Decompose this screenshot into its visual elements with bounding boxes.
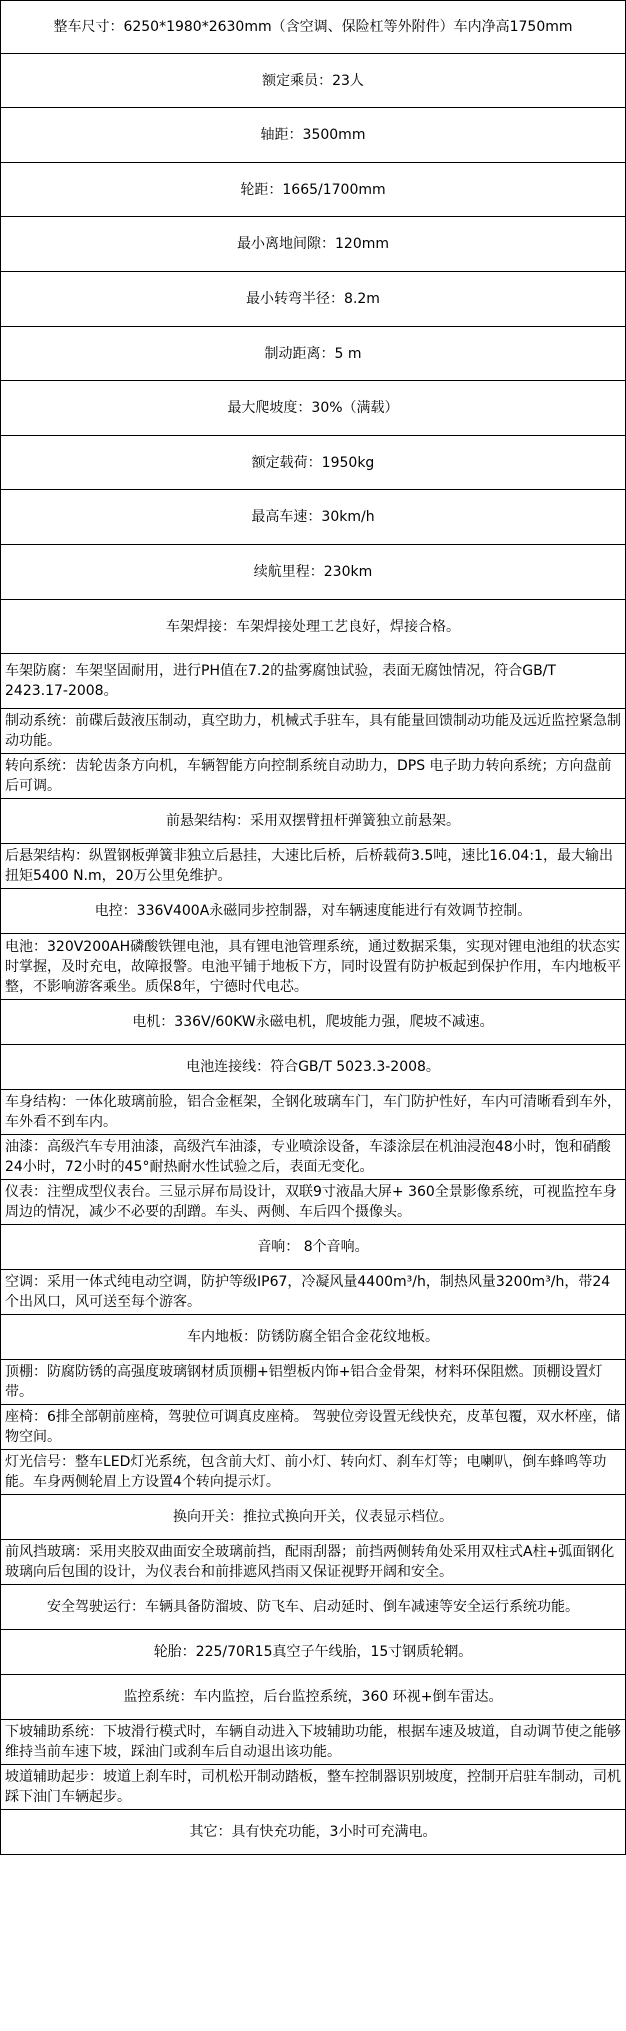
spec-text: 换向开关：推拉式换向开关，仪表显示档位。 (173, 1509, 453, 1525)
spec-row-body-structure (1, 1089, 625, 1134)
spec-text: 监控系统：车内监控，后台监控系统，360 环视+倒车雷达。 (123, 1689, 503, 1705)
spec-text: 电机：336V/60KW永磁电机，爬坡能力强，爬坡不减速。 (132, 1014, 494, 1030)
spec-row-front-suspension (1, 798, 625, 843)
spec-text: 制动距离：5 m (264, 345, 362, 362)
spec-row-battery (1, 933, 625, 999)
spec-row-downhill-assist (1, 1719, 625, 1764)
spec-text: 后悬架结构：纵置钢板弹簧非独立后悬挂，大速比后桥，后桥载荷3.5吨，速比16.04:1，最大输出扭矩5400 N.m，20万公里免维护。 (5, 848, 613, 884)
spec-row-electric-control (1, 888, 625, 933)
spec-row-windshield (1, 1539, 625, 1584)
spec-row-seats (1, 1404, 625, 1449)
spec-text: 制动系统：前碟后鼓液压制动，真空助力，机械式手驻车，具有能量回馈制动功能及远近监控紧急制动功能。 (5, 713, 621, 749)
spec-text: 电池连接线：符合GB/T 5023.3-2008。 (186, 1059, 440, 1075)
spec-text: 最小离地间隙：120mm (237, 236, 389, 252)
spec-row-monitoring (1, 1674, 625, 1719)
spec-row-turning-radius (1, 271, 625, 326)
spec-text: 灯光信号：整车LED灯光系统，包含前大灯、前小灯、转向灯、刹车灯等；电喇叭，倒车蜂鸣等功能。车身两侧轮眉上方设置4个转向提示灯。 (5, 1454, 607, 1490)
spec-text: 最高车速：30km/h (251, 509, 375, 525)
spec-row-safety-driving (1, 1584, 625, 1629)
spec-row-passengers (1, 53, 625, 107)
spec-row-instrument (1, 1179, 625, 1224)
spec-row-braking-system (1, 708, 625, 753)
spec-text: 转向系统：齿轮齿条方向机，车辆智能方向控制系统自动助力，DPS 电子助力转向系统；方向盘前后可调。 (5, 758, 612, 794)
spec-row-dimensions (1, 1, 625, 53)
spec-text: 轮距：1665/1700mm (240, 181, 386, 198)
spec-text: 座椅：6排全部朝前座椅，驾驶位可调真皮座椅。 驾驶位旁设置无线快充，皮革包覆，双水杯座，储物空间。 (5, 1409, 621, 1445)
spec-text: 车架焊接：车架焊接处理工艺良好，焊接合格。 (166, 618, 460, 635)
spec-row-tires (1, 1629, 625, 1674)
spec-text: 其它：具有快充功能，3小时可充满电。 (189, 1824, 437, 1840)
spec-text: 顶棚：防腐防锈的高强度玻璃钢材质顶棚+铝塑板内饰+铝合金骨架，材料环保阻燃。顶棚设置灯带。 (5, 1364, 603, 1400)
spec-text: 轴距：3500mm (260, 127, 366, 143)
spec-text: 车身结构：一体化玻璃前脸，铝合金框架，全钢化玻璃车门，车门防护性好，车内可清晰看到车外，车外看不到车内。 (5, 1094, 621, 1130)
spec-row-air-conditioning (1, 1269, 625, 1314)
spec-text: 最小转弯半径：8.2m (246, 291, 380, 307)
spec-text: 电控：336V400A永磁同步控制器，对车辆速度能进行有效调节控制。 (94, 903, 532, 919)
spec-row-frame-welding (1, 599, 625, 653)
spec-row-lighting (1, 1449, 625, 1494)
spec-text: 最大爬坡度：30%（满载） (227, 400, 399, 416)
spec-row-audio (1, 1224, 625, 1269)
spec-row-max-speed (1, 489, 625, 544)
spec-row-direction-switch (1, 1494, 625, 1539)
spec-row-frame-anticorrosion (1, 653, 625, 708)
spec-row-track (1, 162, 625, 216)
spec-row-wheelbase (1, 107, 625, 162)
spec-text: 下坡辅助系统：下坡滑行模式时，车辆自动进入下坡辅助功能，根据车速及坡道，自动调节使之能够维持当前车速下坡，踩油门或刹车后自动退出该功能。 (5, 1724, 621, 1760)
spec-row-ceiling (1, 1359, 625, 1404)
spec-row-hill-start-assist (1, 1764, 625, 1809)
spec-row-battery-cable (1, 1044, 625, 1089)
spec-row-gradeability (1, 380, 625, 435)
spec-text: 车内地板：防锈防腐全铝合金花纹地板。 (187, 1329, 439, 1345)
spec-text: 空调：采用一体式纯电动空调，防护等级IP67，冷凝风量4400m³/h，制热风量3200m³/h，带24个出风口，风可送至每个游客。 (5, 1274, 611, 1310)
spec-row-range (1, 544, 625, 599)
spec-row-other (1, 1809, 625, 1854)
spec-row-braking-distance (1, 326, 625, 380)
spec-row-paint (1, 1134, 625, 1179)
spec-text: 续航里程：230km (253, 564, 373, 580)
spec-text: 油漆：高级汽车专用油漆，高级汽车油漆，专业喷涂设备，车漆涂层在机油浸泡48小时，饱和硝酸24小时，72小时的45°耐热耐水性试验之后，表面无变化。 (5, 1139, 611, 1175)
spec-row-steering-system (1, 753, 625, 798)
spec-text: 电池：320V200AH磷酸铁锂电池，具有锂电池管理系统，通过数据采集，实现对锂电池组的状态实时掌握，及时充电，故障报警。电池平铺于地板下方，同时设置有防护板起到保护作用，车内地板平整，不影响游客乘坐。质保8年，宁德时代电芯。 (5, 938, 621, 995)
spec-text: 安全驾驶运行：车辆具备防溜坡、防飞车、启动延时、倒车减速等安全运行系统功能。 (47, 1599, 579, 1615)
spec-text: 音响： 8个音响。 (257, 1239, 369, 1255)
spec-text: 额定载荷：1950kg (251, 454, 375, 471)
spec-text: 整车尺寸：6250*1980*2630mm（含空调、保险杠等外附件）车内净高1750mm (53, 19, 573, 35)
spec-row-rear-suspension (1, 843, 625, 888)
spec-row-load (1, 435, 625, 489)
spec-row-motor (1, 999, 625, 1044)
spec-text: 车架防腐：车架坚固耐用，进行PH值在7.2的盐雾腐蚀试验，表面无腐蚀情况，符合GB/T 2423.17-2008。 (5, 663, 556, 699)
spec-text: 轮胎：225/70R15真空子午线胎，15寸钢质轮辋。 (153, 1644, 473, 1660)
spec-row-floor (1, 1314, 625, 1359)
spec-text: 额定乘员：23人 (262, 72, 364, 89)
spec-row-ground-clearance (1, 216, 625, 271)
spec-text: 前风挡玻璃：采用夹胶双曲面安全玻璃前挡，配雨刮器；前挡两侧转角处采用双柱式A柱+弧面钢化玻璃向后包围的设计，为仪表台和前排遮风挡雨又保证视野开阔和安全。 (5, 1544, 615, 1580)
spec-text: 坡道辅助起步：坡道上刹车时，司机松开制动踏板，整车控制器识别坡度，控制开启驻车制动，司机踩下油门车辆起步。 (5, 1769, 621, 1805)
spec-text: 仪表：注塑成型仪表台。三显示屏布局设计，双联9寸液晶大屏+ 360全景影像系统，可视监控车身周边的情况，减少不必要的刮蹭。车头、两侧、车后四个摄像头。 (5, 1184, 617, 1220)
spec-text: 前悬架结构：采用双摆臂扭杆弹簧独立前悬架。 (166, 813, 460, 829)
